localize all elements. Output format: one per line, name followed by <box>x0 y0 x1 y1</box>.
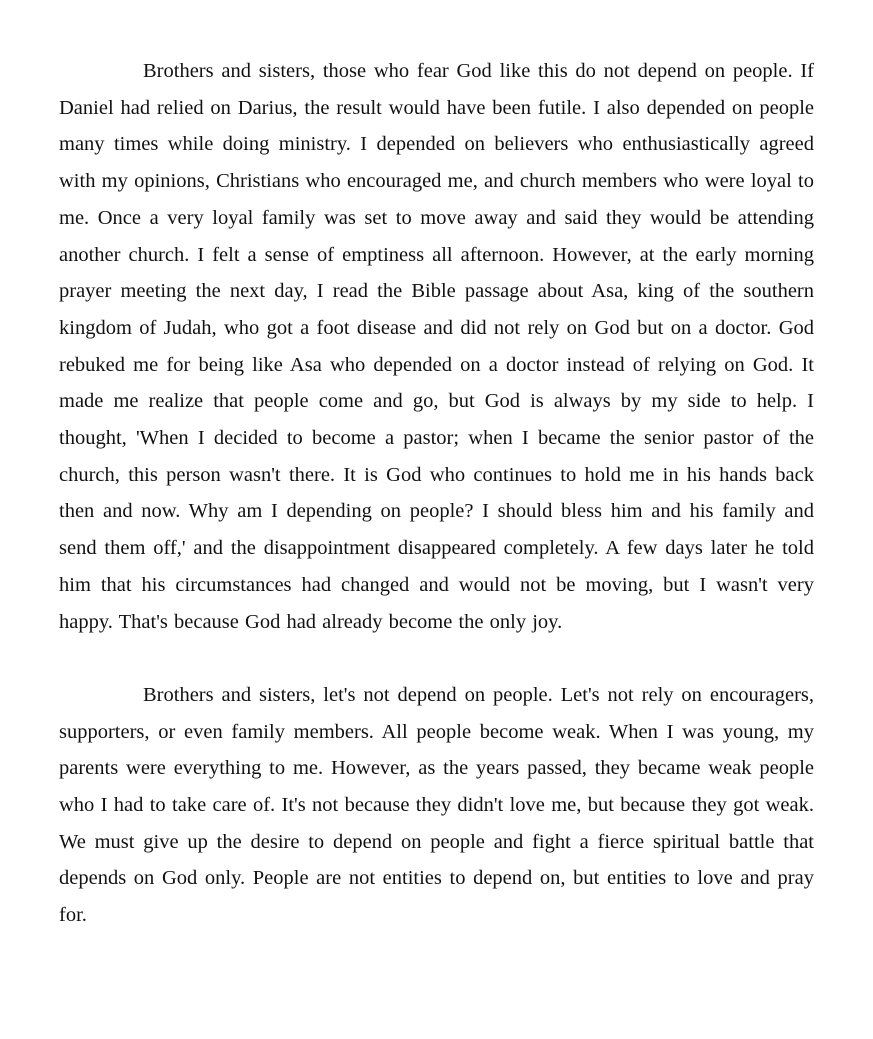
document-page <box>59 53 814 934</box>
paragraph-1: Brothers and sisters, those who fear God like this do not depend on people. If Daniel had relied on Darius, the result would have been futile. I also depended on people many times while doing ministry. I depended on believers who enthusiastically agreed with my opinions, Christians who encouraged me, and church members who were loyal to me. Once a very loyal family was set to move away and said they would be attending another church. I felt a sense of emptiness all afternoon. However, at the early morning prayer meeting the next day, I read the Bible passage about Asa, king of the southern kingdom of Judah, who got a foot disease and did not rely on God but on a doctor. God rebuked me for being like Asa who depended on a doctor instead of relying on God. It made me realize that people come and go, but God is always by my side to help. I thought, 'When I decided to become a pastor; when I became the senior pastor of the church, this person wasn't there. It is God who continues to hold me in his hands back then and now. Why am I depending on people? I should bless him and his family and send them off,' and the disappointment disappeared completely. A few days later he told him that his circumstances had changed and would not be moving, but I wasn't very happy. That's because God had already become the only joy. <box>59 60 814 633</box>
paragraph-2: Brothers and sisters, let's not depend on people. Let's not rely on encouragers, supporters, or even family members. All people become weak. When I was young, my parents were everything to me. However, as the years passed, they became weak people who I had to take care of. It's not because they didn't love me, but because they got weak. We must give up the desire to depend on people and fight a fierce spiritual battle that depends on God only. People are not entities to depend on, but entities to love and pray for. <box>59 683 814 927</box>
